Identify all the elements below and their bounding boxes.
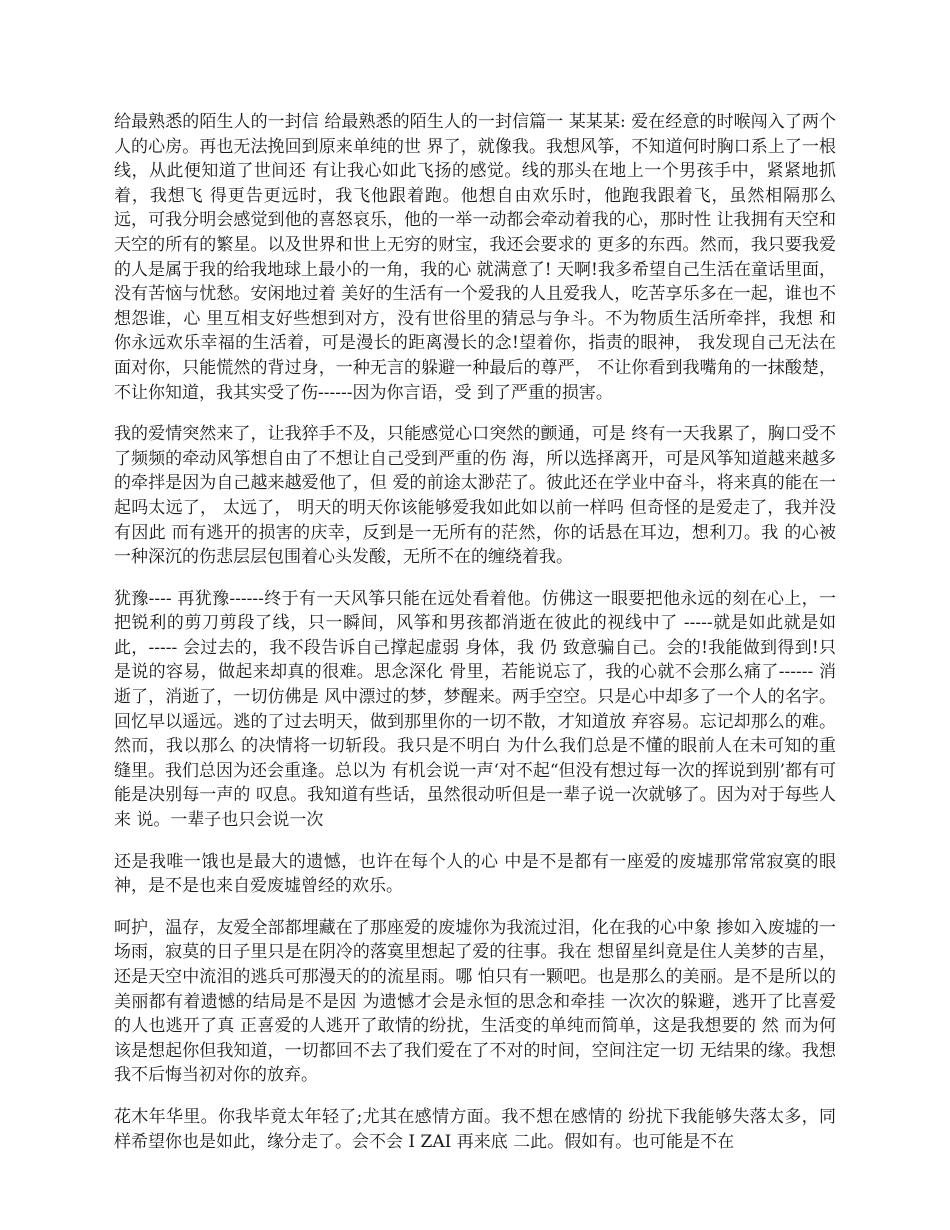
paragraph-1: 给最熟悉的陌生人的一封信 给最熟悉的陌生人的一封信篇一 某某某: 爱在经意的时喉闯入了两个人的心房。再也无法挽回到原来单纯的世 界了，就像我。我想风筝，不知道何时胸口系上了一根线，从此便知道了世间还 有让我心如此飞扬的感觉。线的那头在地上一个男孩手中，紧紧地抓着，我想飞 得更告更远时，我飞他跟着跑。他想自由欢乐时，他跑我跟着飞，虽然相隔那么 远，可我分明会感觉到他的喜怒哀乐，他的一举一动都会牵动着我的心，那时性 让我拥有天空和天空的所有的繁星。以及世界和世上无穷的财宝，我还会要求的 更多的东西。然而，我只要我爱的人是属于我的给我地球上最小的一角，我的心 就满意了! 天啊!我多希望自己生活在童话里面，没有苦恼与忧愁。安闲地过着 美好的生活有一个爱我的人且爱我人，吃苦享乐多在一起，谁也不想怨谁，心 里互相支好些想到对方，没有世俗里的猜忌与争斗。不为物质生活所牵拌，我想 和你永远欢乐幸福的生活着，可是漫长的距离漫长的念!望着你，指责的眼神， 我发现自己无法在面对你，只能慌然的背过身，一种无言的躲避一种最后的尊严， 不让你看到我嘴角的一抹酸楚，不让你知道，我其实受了伤------因为你言语，受 到了严重的损害。 (114, 112, 836, 403)
letter-body (114, 110, 836, 1171)
paragraph-6: 花木年华里。你我毕竟太年轻了;尤其在感情方面。我不想在感情的 纷扰下我能够失落太多，同样希望你也是如此，缘分走了。会不会 I ZAI 再来底 二此。假如有。也可能是不在 (114, 1106, 836, 1152)
paragraph-2: 我的爱情突然来了，让我猝手不及，只能感觉心口突然的颤通，可是 终有一天我累了，胸口受不了频频的牵动风筝想自由了不想让自己受到严重的伤 海，所以选择离开，可是风筝知道越来越多的牵拌是因为自己越来越爱他了，但 爱的前途太渺茫了。彼此还在学业中奋斗，将来真的能在一起吗太远了， 太远了， 明天的明天你该能够爱我如此如以前一样吗 但奇怪的是爱走了，我并没有因此 而有逃开的损害的庆幸，反到是一无所有的茫然，你的话悬在耳边，想利刀。我 的心被一种深沉的伤悲层层包围着心头发酸，无所不在的缠绕着我。 (114, 424, 836, 568)
paragraph-5: 呵护，温存，友爱全部都埋藏在了那座爱的废墟你为我流过泪，化在我的心中象 掺如入废墟的一场雨，寂莫的日子里只是在阴冷的落寞里想起了爱的往事。我在 想留星纠竟是住人美梦的吉星，还是天空中流泪的逃兵可那漫天的的流星雨。哪 怕只有一颗吧。也是那么的美丽。是不是所以的美丽都有着遗憾的结局是不是因 为遗憾才会是永恒的思念和牵挂 一次次的躲避，逃开了比喜爱的人也逃开了真 正喜爱的人逃开了敢情的纷扰，生活变的单纯而简单，这是我想要的 然 而为何 该是想起你但我知道，一切都回不去了我们爱在了不对的时间，空间注定一切 无结果的缘。我想我不后悔当初对你的放弃。 (114, 917, 836, 1086)
paragraph-4: 还是我唯一饿也是最大的遗憾，也许在每个人的心 中是不是都有一座爱的废墟那常常寂寞的眼神，是不是也来自爱废墟曾经的欢乐。 (114, 851, 836, 897)
paragraph-3: 犹豫---- 再犹豫------终于有一天风筝只能在远处看着他。仿佛这一眼要把他永远的刻在心上，一把锐利的剪刀剪段了线，只一瞬间，风筝和男孩都消逝在彼此的视线中了 -----就是如此就是如此，----- 会过去的，我不段告诉自己撑起虚弱 身体，我 仍 致意骗自己。会的!我能做到得到!只是说的容易，做起来却真的很难。思念深化 骨里，若能说忘了，我的心就不会那么痛了------ 消逝了，消逝了，一切仿佛是 风中漂过的梦，梦醒来。两手空空。只是心中却多了一个人的名字。回忆早以遥远。逃的了过去明天，做到那里你的一切不散，才知道放 弃容易。忘记却那么的难。然而，我以那么 的决情将一切斩段。我只是不明白 为什么我们总是不懂的眼前人在未可知的重缝里。我们总因为还会重逢。总以为 有机会说一声‘对不起“但没有想过每一次的挥说到别’都有可能是决别每一声的 叹息。我知道有些话，虽然很动听但是一辈子说一次就够了。因为对于每些人来 说。一辈子也只会说一次 (114, 588, 836, 831)
